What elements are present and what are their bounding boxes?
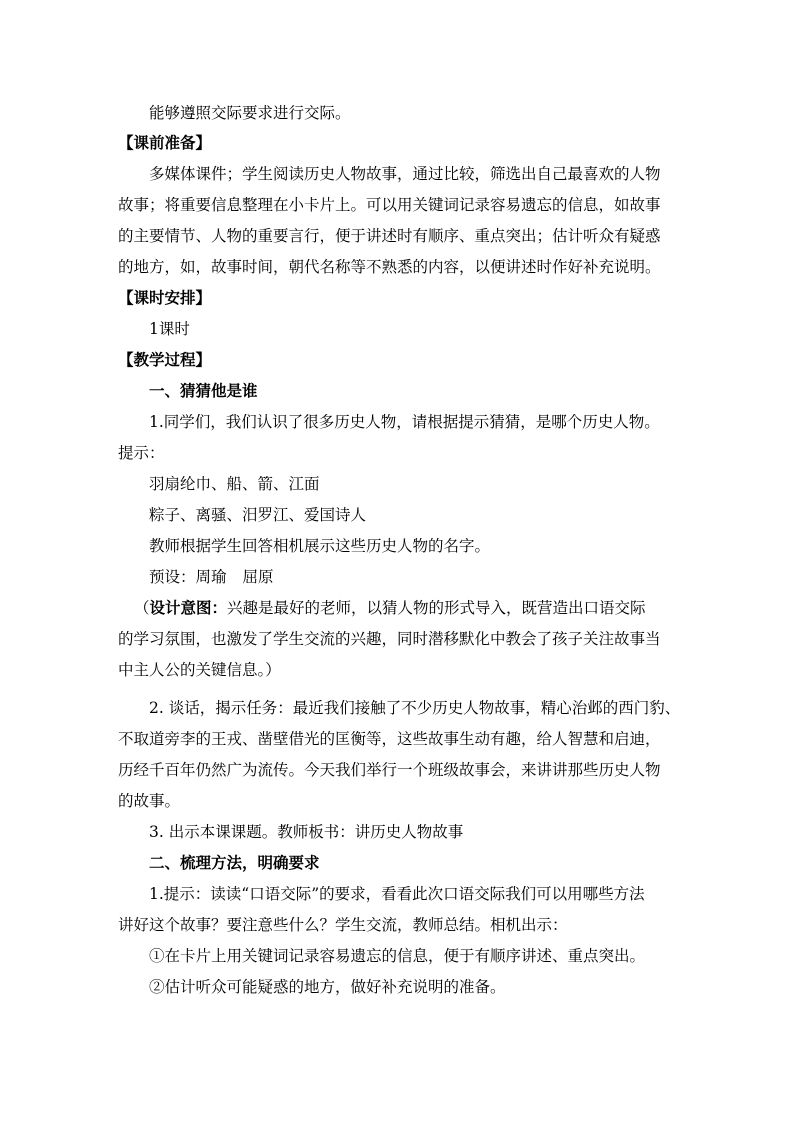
text-line-16: [149, 567, 719, 587]
text-line-24: 3. 出示本课课题。教师板书：讲历史人物故事: [149, 823, 464, 841]
text-line-4: 故事；将重要信息整理在小卡片上。可以用关键词记录容易遗忘的信息，如故事: [118, 196, 661, 214]
text-line-6: 的地方，如，故事时间，朝代名称等不熟悉的内容，以便讲述时作好补充说明。: [118, 258, 661, 276]
design-intent-label: 设计意图：: [149, 598, 228, 617]
text-line-29: ②估计听众可能疑惑的地方，做好补充说明的准备。: [149, 978, 506, 996]
design-intent-text: 兴趣是最好的老师，以猜人物的形式导入，既营造出口语交际: [227, 599, 646, 617]
text-line-27: 讲好这个故事？要注意些什么？学生交流，教师总结。相机出示：: [118, 916, 568, 934]
text-line-11: 1.同学们，我们认识了很多历史人物，请根据提示猜猜，是哪个历史人物。: [149, 413, 660, 431]
text-line-23: 的故事。: [118, 792, 181, 810]
text-line-12: 提示：: [118, 444, 165, 462]
section-heading-preparation: 【课前准备】: [118, 133, 212, 152]
subheading-method: 二、梳理方法，明确要求: [149, 853, 320, 872]
text-line-13: 羽扇纶巾、船、箭、江面: [149, 475, 320, 493]
text-line-3: 多媒体课件；学生阅读历史人物故事，通过比较，筛选出自己最喜欢的人物: [149, 165, 661, 183]
text-line-14: 粽子、离骚、汨罗江、爱国诗人: [149, 506, 367, 524]
text-line-15: 教师根据学生回答相机展示这些历史人物的名字。: [149, 537, 491, 555]
preset-answer-1: 预设：周瑜: [149, 568, 227, 586]
text-line-22: 历经千百年仍然广为流传。今天我们举行一个班级故事会，来讲讲那些历史人物: [118, 761, 661, 779]
text-line-28: ①在卡片上用关键词记录容易遗忘的信息，便于有顺序讲述、重点突出。: [149, 947, 646, 965]
section-heading-process: 【教学过程】: [118, 350, 212, 369]
text-line-1: 能够遵照交际要求进行交际。: [149, 104, 351, 122]
subheading-guess: 一、猜猜他是谁: [149, 381, 258, 400]
preset-answer-2: 屈原: [242, 568, 274, 586]
section-heading-schedule: 【课时安排】: [118, 288, 212, 307]
text-line-8: 1课时: [149, 320, 190, 338]
design-paren: （: [134, 599, 150, 617]
text-line-26: 1.提示：读读“口语交际”的要求，看看此次口语交际我们可以用哪些方法: [149, 885, 645, 903]
text-line-18: 的学习氛围，也激发了学生交流的兴趣，同时潜移默化中教会了孩子关注故事当: [118, 630, 661, 648]
text-line-21: 不取道旁李的王戎、凿壁借光的匡衡等，这些故事生动有趣，给人智慧和启迪，: [118, 730, 661, 748]
text-line-5: 的主要情节、人物的重要言行，便于讲述时有顺序、重点突出；估计听众有疑惑: [118, 227, 661, 245]
text-line-20: 2. 谈话，揭示任务：最近我们接触了不少历史人物故事，精心治邺的西门豹、: [149, 699, 681, 717]
text-line-17: [134, 598, 688, 618]
text-line-19: 中主人公的关键信息。）: [118, 661, 281, 679]
